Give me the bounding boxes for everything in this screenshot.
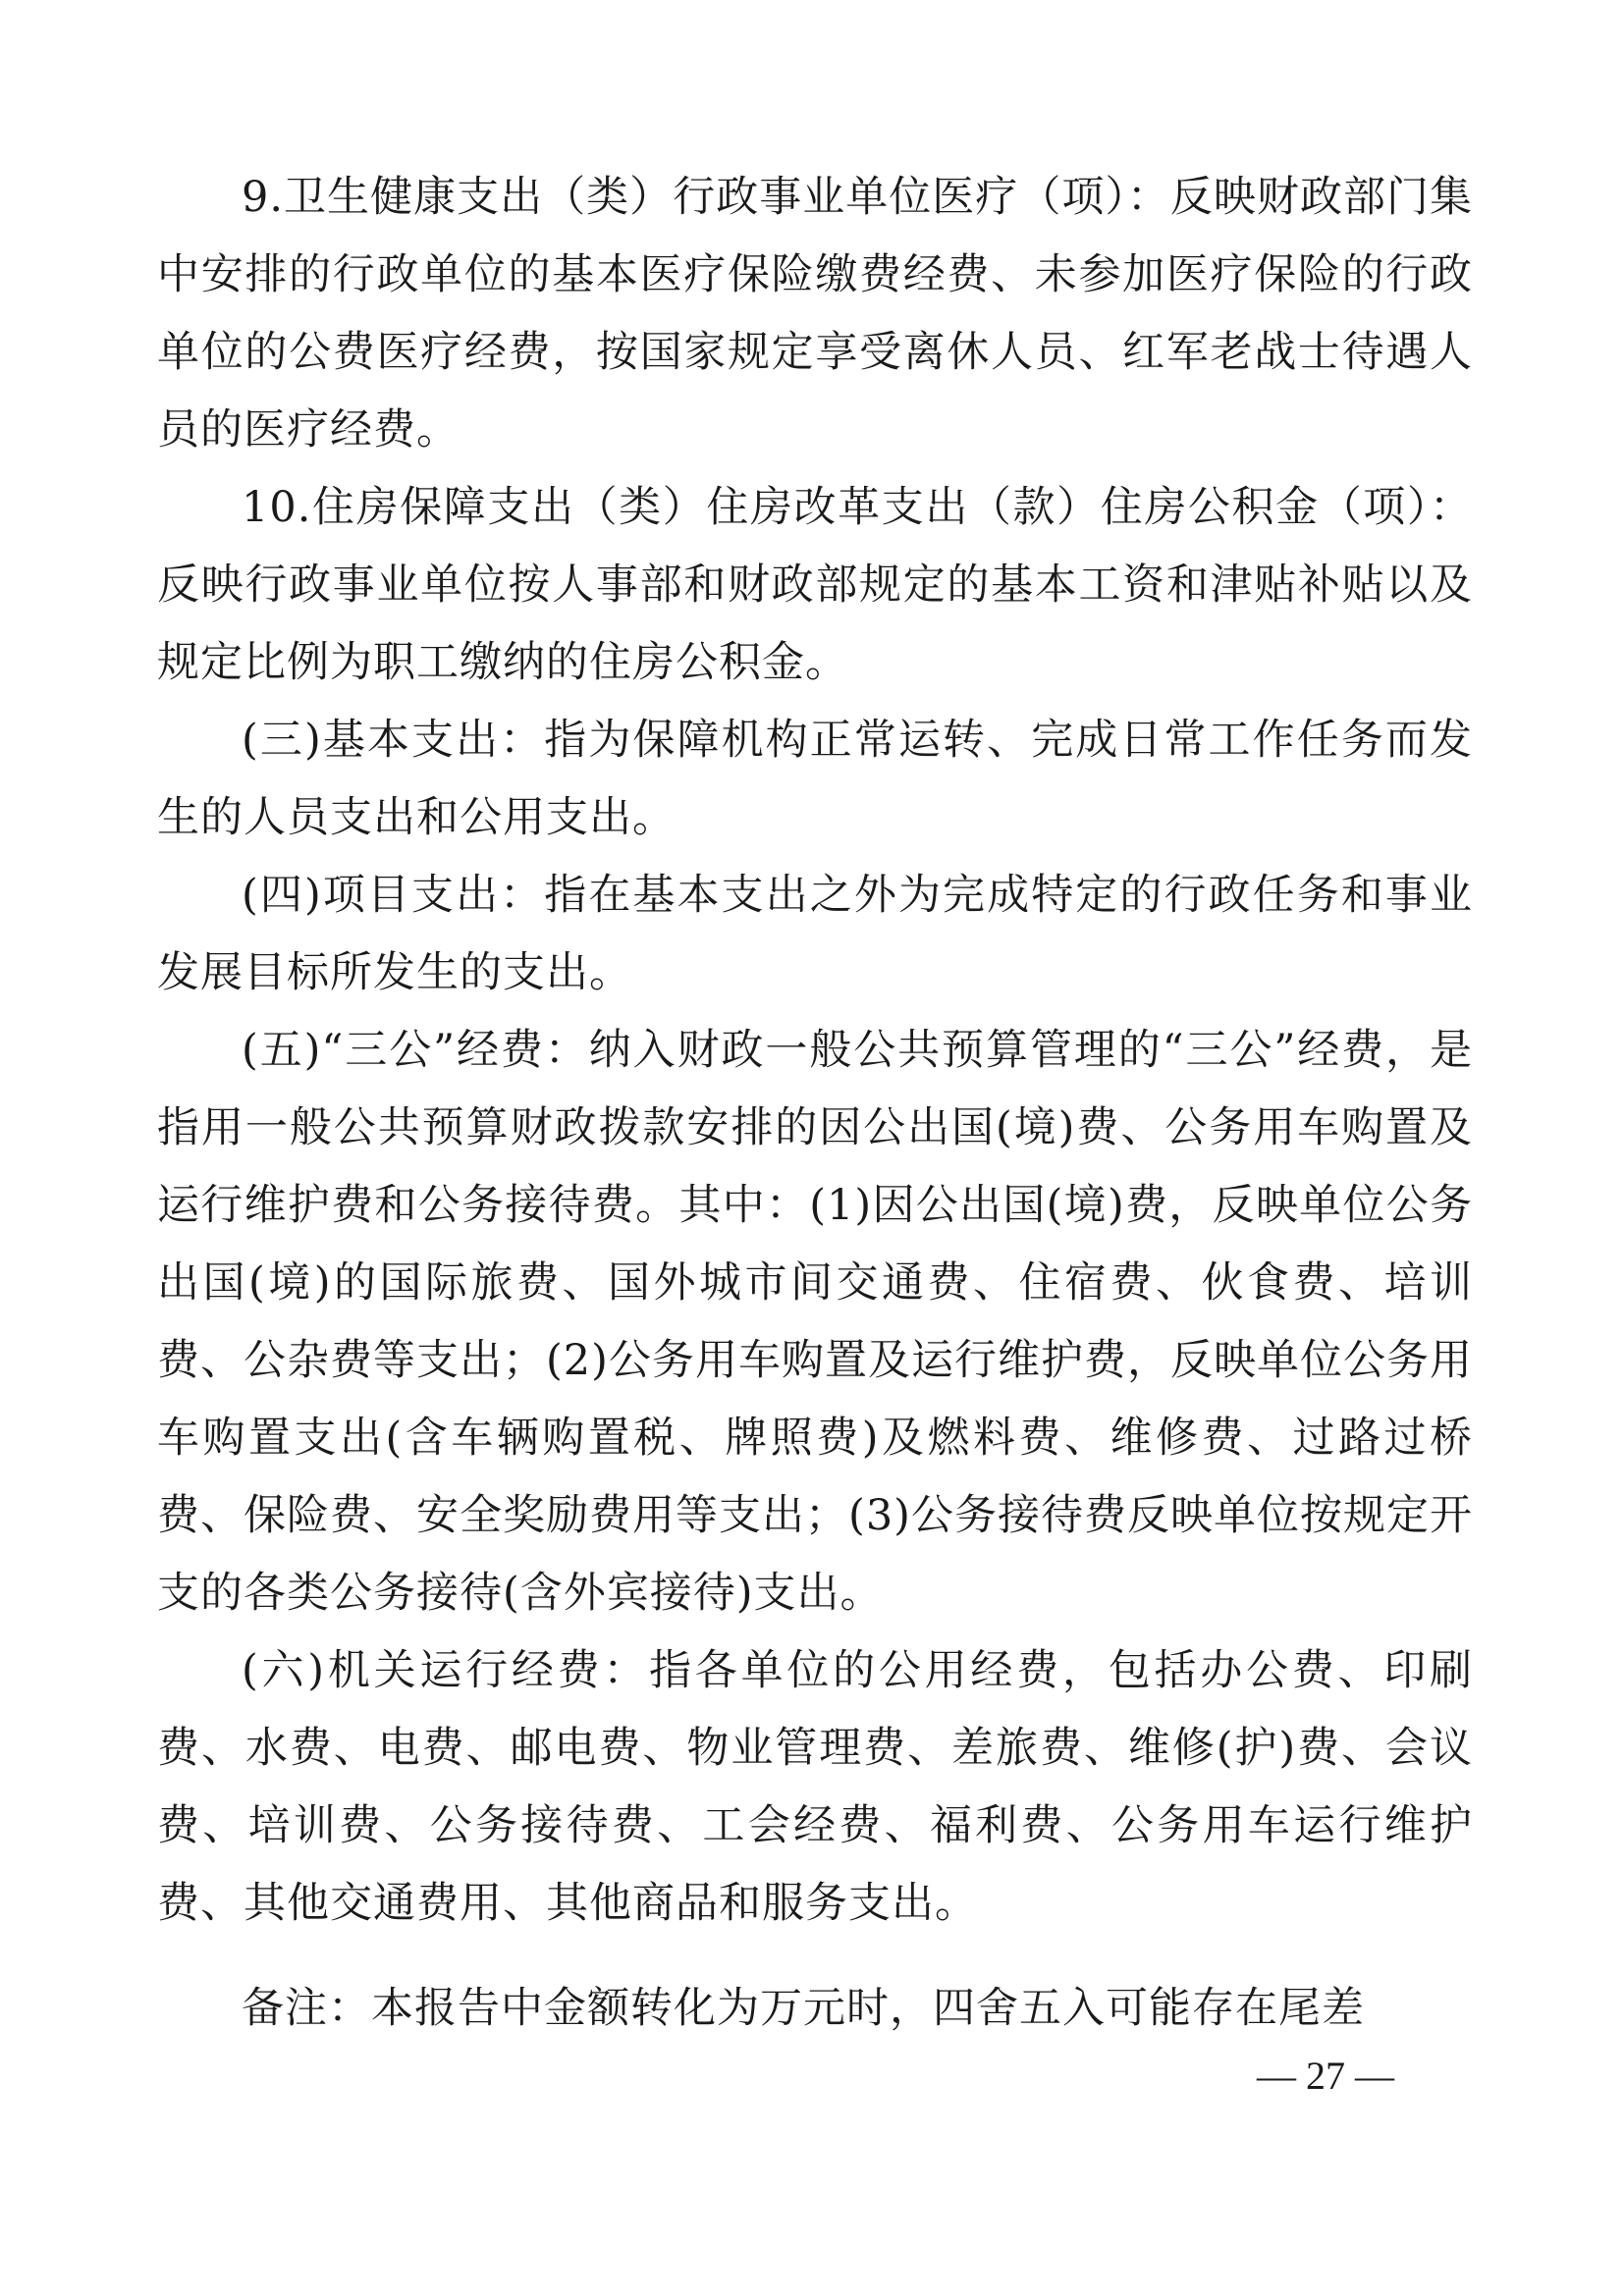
paragraph-basic-expenditure: (三)基本支出：指为保障机构正常运转、完成日常工作任务而发生的人员支出和公用支出。: [157, 716, 1473, 842]
paragraph-three-public-funds: (五)“三公”经费：纳入财政一般公共预算管理的“三公”经费，是指用一般公共预算财政拨款安排的因公出国(境)费、公务用车购置及运行维护费和公务接待费。其中：(1)因公出国(境)费，反映单位公务出国(境)的国际旅费、国外城市间交通费、住宿费、伙食费、培训费、公杂费等支出；(2)公务用车购置及运行维护费，反映单位公务用车购置支出(含车辆购置税、牌照费)及燃料费、维修费、过路过桥费、保险费、安全奖励费用等支出；(3)公务接待费反映单位按规定开支的各类公务接待(含外宾接待)支出。: [157, 1026, 1473, 1618]
paragraph-health-expenditure: 9.卫生健康支出（类）行政事业单位医疗（项）：反映财政部门集中安排的行政单位的基本医疗保险缴费经费、未参加医疗保险的行政单位的公费医疗经费，按国家规定享受离休人员、红军老战士待遇人员的医疗经费。: [157, 173, 1473, 454]
paragraph-operating-funds: (六)机关运行经费：指各单位的公用经费，包括办公费、印刷费、水费、电费、邮电费、物业管理费、差旅费、维修(护)费、会议费、培训费、公务接待费、工会经费、福利费、公务用车运行维护费、其他交通费用、其他商品和服务支出。: [157, 1646, 1473, 1928]
document-body: [157, 159, 1473, 1943]
remark-note: 备注：本报告中金额转化为万元时，四舍五入可能存在尾差: [242, 1984, 1365, 2033]
paragraph-project-expenditure: (四)项目支出：指在基本支出之外为完成特定的行政任务和事业发展目标所发生的支出。: [157, 871, 1473, 997]
paragraph-housing-expenditure: 10.住房保障支出（类）住房改革支出（款）住房公积金（项）：反映行政事业单位按人事部和财政部规定的基本工资和津贴补贴以及规定比例为职工缴纳的住房公积金。: [157, 483, 1473, 687]
page-number: — 27 —: [1257, 2054, 1394, 2098]
